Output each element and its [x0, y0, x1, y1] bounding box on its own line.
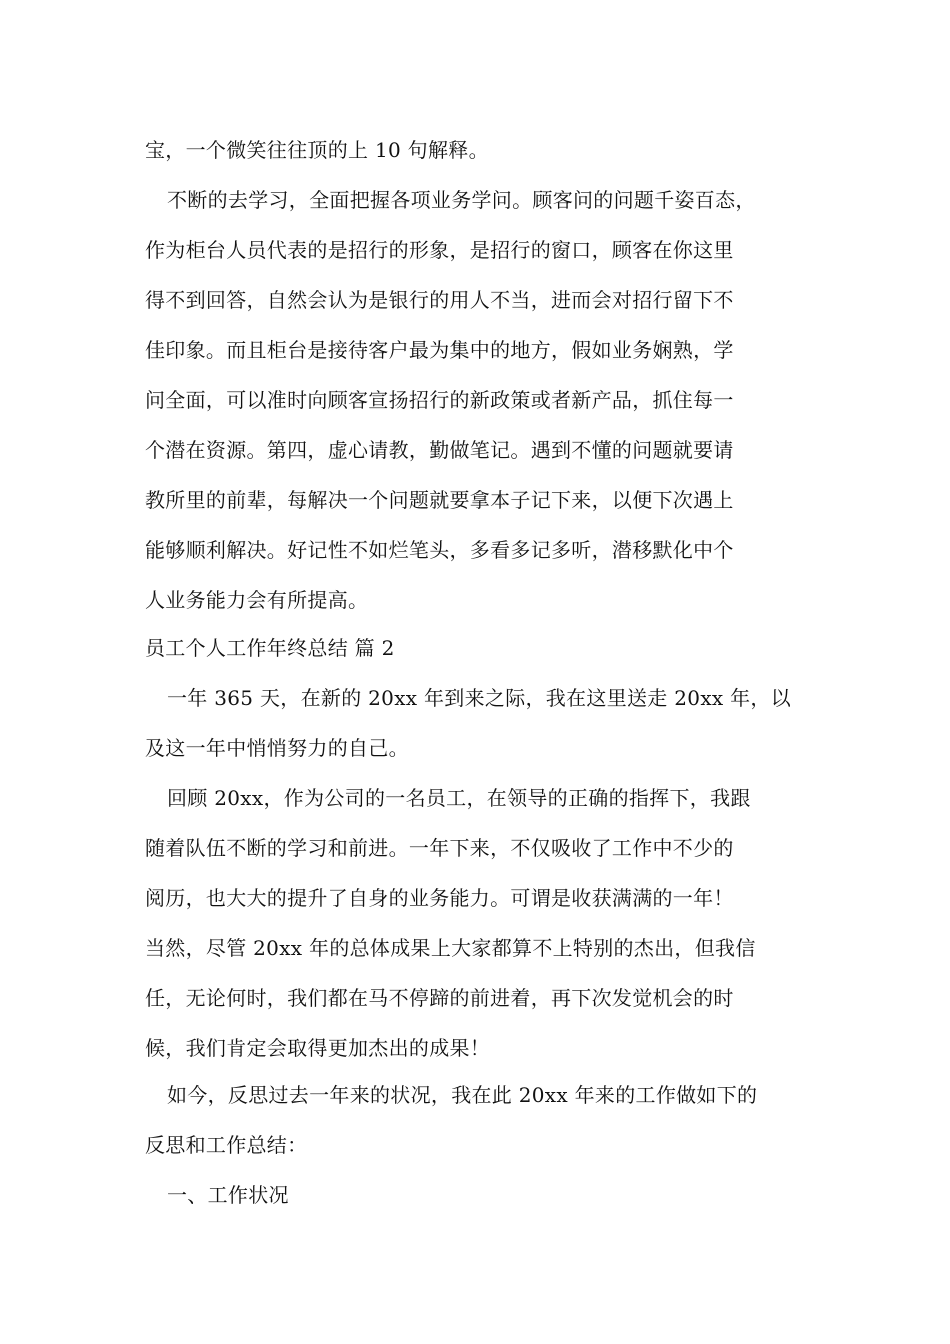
text-line: 阅历，也大大的提升了自身的业务能力。可谓是收获满满的一年！: [145, 886, 734, 910]
subsection-heading: 一、工作状况: [167, 1183, 289, 1207]
paragraph-first-line: 一年 365 天，在新的 20xx 年到来之际，我在这里送走 20xx 年，以: [167, 686, 792, 710]
text-line: 反思和工作总结：: [145, 1133, 308, 1157]
paragraph-first-line: 不断的去学习，全面把握各项业务学问。顾客问的问题千姿百态，: [167, 188, 756, 212]
text-line: 教所里的前辈，每解决一个问题就要拿本子记下来，以便下次遇上: [145, 488, 734, 512]
text-line: 个潜在资源。第四，虚心请教，勤做笔记。遇到不懂的问题就要请: [145, 438, 734, 462]
paragraph-first-line: 如今，反思过去一年来的状况，我在此 20xx 年来的工作做如下的: [167, 1083, 758, 1107]
text-line: 佳印象。而且柜台是接待客户最为集中的地方，假如业务娴熟，学: [145, 338, 734, 362]
paragraph-first-line: 回顾 20xx，作为公司的一名员工，在领导的正确的指挥下，我跟: [167, 786, 751, 810]
text-line: 及这一年中悄悄努力的自己。: [145, 736, 409, 760]
text-line: 任，无论何时，我们都在马不停蹄的前进着，再下次发觉机会的时: [145, 986, 734, 1010]
text-line: 当然，尽管 20xx 年的总体成果上大家都算不上特别的杰出，但我信: [145, 936, 756, 960]
text-line: 作为柜台人员代表的是招行的形象，是招行的窗口，顾客在你这里: [145, 238, 734, 262]
text-line: 随着队伍不断的学习和前进。一年下来，不仅吸收了工作中不少的: [145, 836, 734, 860]
text-line: 人业务能力会有所提高。: [145, 588, 369, 612]
text-line: 宝，一个微笑往往顶的上 10 句解释。: [145, 138, 489, 162]
text-line: 得不到回答，自然会认为是银行的用人不当，进而会对招行留下不: [145, 288, 734, 312]
section-heading: 员工个人工作年终总结 篇 2: [145, 636, 395, 660]
text-line: 候，我们肯定会取得更加杰出的成果！: [145, 1036, 491, 1060]
text-line: 能够顺利解决。好记性不如烂笔头，多看多记多听，潜移默化中个: [145, 538, 734, 562]
text-line: 问全面，可以准时向顾客宣扬招行的新政策或者新产品，抓住每一: [145, 388, 734, 412]
